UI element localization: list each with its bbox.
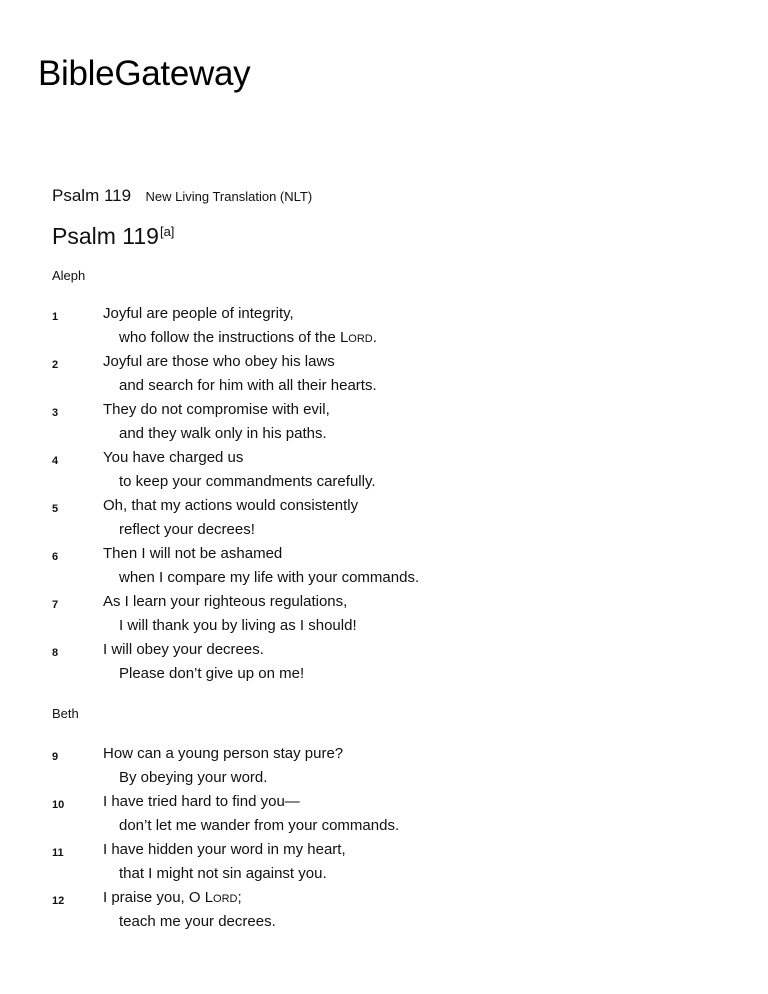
verse-line: I have hidden your word in my heart, xyxy=(103,841,346,858)
passage-header xyxy=(52,186,312,206)
verse-number: 9 xyxy=(52,751,59,763)
verse-line-indent: Please don’t give up on me! xyxy=(119,665,305,682)
psalm-heading-text: Psalm 119 xyxy=(52,223,159,249)
verse xyxy=(0,745,768,793)
section-title-beth: Beth xyxy=(52,706,79,721)
lord-smallcaps: Lord xyxy=(339,329,373,346)
verse-number: 10 xyxy=(52,799,65,811)
verse-line xyxy=(103,889,242,907)
verse-line-indent: By obeying your word. xyxy=(119,769,268,786)
verse-line: Joyful are those who obey his laws xyxy=(103,353,335,370)
verse-number: 11 xyxy=(52,847,64,859)
verse xyxy=(0,793,768,841)
verse-list-beth xyxy=(0,745,768,937)
verse-line: You have charged us xyxy=(103,449,244,466)
verse-number: 2 xyxy=(52,359,59,371)
verse-text-punct: ; xyxy=(237,889,242,906)
verse-number: 12 xyxy=(52,895,65,907)
verse-line: Joyful are people of integrity, xyxy=(103,305,294,322)
footnote-link[interactable]: [a] xyxy=(159,224,175,239)
verse-number: 1 xyxy=(52,311,59,323)
verse-line: They do not compromise with evil, xyxy=(103,401,330,418)
verse-number: 6 xyxy=(52,551,59,563)
psalm-heading xyxy=(52,223,174,250)
verse-line-indent: that I might not sin against you. xyxy=(119,865,327,882)
verse xyxy=(0,593,768,641)
verse-line-indent: I will thank you by living as I should! xyxy=(119,617,357,634)
verse-text: I praise you, O xyxy=(103,889,205,906)
passage-version[interactable]: New Living Translation (NLT) xyxy=(145,189,313,204)
verse-line-indent: to keep your commandments carefully. xyxy=(119,473,376,490)
verse xyxy=(0,545,768,593)
verse-line: How can a young person stay pure? xyxy=(103,745,344,762)
verse xyxy=(0,305,768,353)
verse-line: I will obey your decrees. xyxy=(103,641,264,658)
verse-number: 8 xyxy=(52,647,59,659)
verse-line-indent: teach me your decrees. xyxy=(119,913,276,930)
verse xyxy=(0,353,768,401)
verse xyxy=(0,841,768,889)
verse-number: 4 xyxy=(52,455,59,467)
verse-list-aleph xyxy=(0,305,768,689)
verse-line: Oh, that my actions would consistently xyxy=(103,497,359,514)
verse-line-indent: and search for him with all their hearts. xyxy=(119,377,377,394)
verse-line-indent: reflect your decrees! xyxy=(119,521,255,538)
verse-number: 5 xyxy=(52,503,59,515)
verse-line-indent: and they walk only in his paths. xyxy=(119,425,327,442)
verse-text-punct: . xyxy=(372,329,377,346)
verse-text: who follow the instructions of the xyxy=(119,329,340,346)
verse xyxy=(0,889,768,937)
verse-line: Then I will not be ashamed xyxy=(103,545,283,562)
verse-line-indent: don’t let me wander from your commands. xyxy=(119,817,400,834)
verse xyxy=(0,641,768,689)
verse xyxy=(0,497,768,545)
verse-line-indent: when I compare my life with your commands. xyxy=(119,569,420,586)
section-title-aleph: Aleph xyxy=(52,268,86,283)
site-logo[interactable]: BibleGateway xyxy=(38,54,251,93)
verse-line: I have tried hard to find you— xyxy=(103,793,300,810)
lord-smallcaps: Lord xyxy=(204,889,238,906)
verse xyxy=(0,449,768,497)
verse-number: 3 xyxy=(52,407,59,419)
verse-number: 7 xyxy=(52,599,59,611)
passage-reference[interactable]: Psalm 119 xyxy=(52,186,132,205)
verse-line-indent xyxy=(119,329,377,347)
verse xyxy=(0,401,768,449)
verse-line: As I learn your righteous regulations, xyxy=(103,593,348,610)
